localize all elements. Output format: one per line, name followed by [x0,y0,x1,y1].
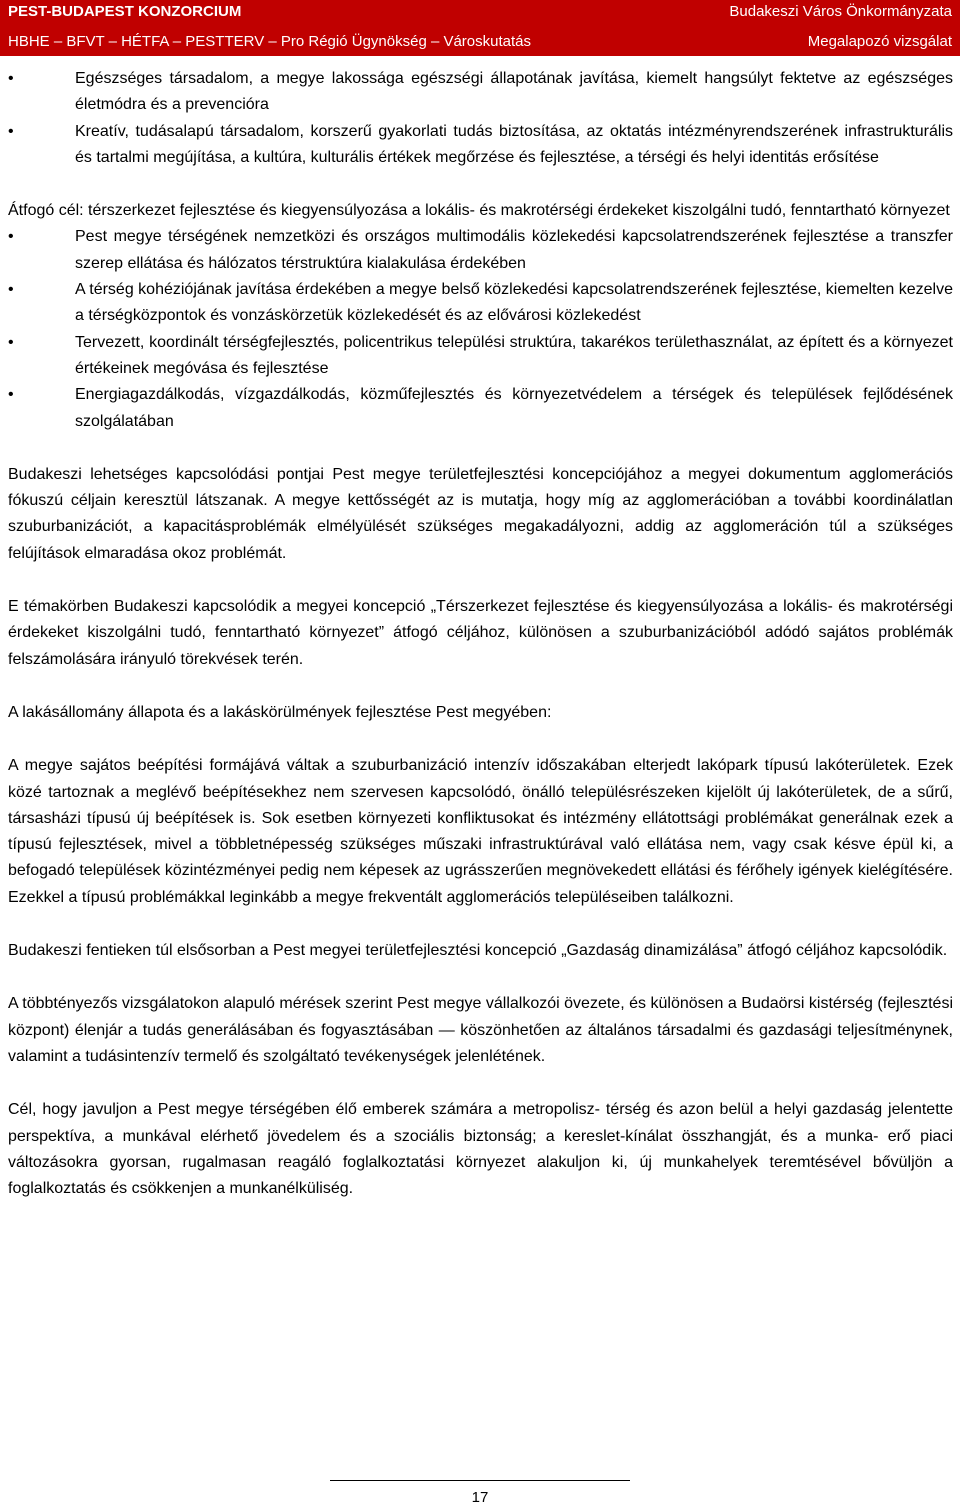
header-document-type: Megalapozó vizsgálat [807,33,952,50]
bullet-item [8,224,953,277]
footer-divider [330,1480,630,1481]
bullet-item [8,277,953,330]
document-body [8,66,953,1202]
page-number: 17 [471,1489,489,1506]
paragraph: Budakeszi fentieken túl elsősorban a Pest megyei területfejlesztési koncepció „Gazdaság dinamizálása” átfogó céljához kapcsolódik. [8,942,948,960]
header-municipality: Budakeszi Város Önkormányzata [729,3,952,20]
paragraph: A megye sajátos beépítési formájává váltak a szuburbanizáció intenzív időszakában elterjedt lakópark típusú lakóterületek. Ezek közé tartoznak a meglévő beépítésekhez nem szervesen kapcsolódó, önálló településrészeken kijelölt új lakóterületek, de a sűrű, társasházi típusú új beépítések is. Sok esetben környezeti konfliktusokat és intézmény ellátottsági problémákat generálnak ezek a típusú fejlesztések, mivel a többletnépesség szükséges műszaki infrastruktúrával való ellátása nem, vagy csak késve épül ki, a befogadó települések közintézményei pedig nem képesek az ugrásszerűen megnövekedett ellátási és férőhely igények kielégítésére. Ezekkel a típusú problémákkal leginkább a megye frekventált agglomerációs településeiben találkozni. [8,757,953,906]
bullet-icon: • [8,386,14,404]
bullet-text: Energiagazdálkodás, vízgazdálkodás, közműfejlesztés és környezetvédelem a térségek és települések fejlődésének szolgálatában [75,386,953,430]
header-partners: HBHE – BFVT – HÉTFA – PESTTERV – Pro Régió Ügynökség – Városkutatás [8,33,532,50]
bullet-icon: • [8,70,14,87]
bullet-icon: • [8,228,14,246]
bullet-icon: • [8,333,14,351]
paragraph: A többtényezős vizsgálatokon alapuló mérések szerint Pest megye vállalkozói övezete, és különösen a Budaörsi kistérség (fejlesztési központ) élenjár a tudás generálásában és fogyasztásában — köszönhetően az általános társadalmi és gazdasági teljesítménynek, valamint a tudásintenzív termelő és szolgáltató tevékenységek jelenlétének. [8,995,953,1065]
paragraph: Cél, hogy javuljon a Pest megye térségében élő emberek számára a metropolisz- térség és azon belül a helyi gazdaság jelentette perspektíva, a munkával elérhető jövedelem és a szociális biztonság; a kereslet-kínálat összhangját, és a munka- erő piaci változásokra gyorsan, rugalmasan reagáló foglalkoztatási környezet alakuljon ki, új munkahelyek teremtésével bővüljön a foglalkoztatás és csökkenjen a munkanélküliség. [8,1101,953,1198]
bullet-text: A térség kohéziójának javítása érdekében a megye belső közlekedési kapcsolatrendszerének fejlesztése, kiemelten kezelve a térségközpontok és vonzáskörzetük közlekedését és az elővárosi közlekedést [75,281,953,325]
bullet-icon: • [8,281,14,299]
page-header [0,0,960,56]
bullet-item [8,119,953,172]
paragraph: Budakeszi lehetséges kapcsolódási pontjai Pest megye területfejlesztési koncepciójához a megyei dokumentum agglomerációs fókuszú céljain keresztül látszanak. A megye kettősségét az is mutatja, hogy míg az agglomerációban a további koordinálatlan szuburbanizációt, a kapacitásproblémák elmélyülését szükséges megakadályozni, addig az agglomeráción túl a szükséges felújítások elmaradása okoz problémát. [8,465,953,562]
bullet-text: Egészséges társadalom, a megye lakossága egészségi állapotának javítása, kiemelt hangsúlyt fektetve az egészséges életmódra és a prevencióra [75,70,953,114]
bullet-text: Pest megye térségének nemzetközi és országos multimodális közlekedési kapcsolatrendszerének fejlesztése a transzfer szerep ellátása és hálózatos térstruktúra kialakulása érdekében [75,228,953,272]
bullet-item [8,66,953,119]
header-consortium: PEST-BUDAPEST KONZORCIUM [8,3,242,20]
paragraph: E témakörben Budakeszi kapcsolódik a megyei koncepció „Térszerkezet fejlesztése és kiegyensúlyozása a lokális- és makrotérségi érdekeket kiszolgálni tudó, fenntartható környezet” átfogó céljához, különösen a szuburbanizációból adódó sajátos problémák felszámolására irányuló törekvések terén. [8,598,953,668]
bullet-text: Kreatív, tudásalapú társadalom, korszerű gyakorlati tudás biztosítása, az oktatás intézményrendszerének infrastrukturális és tartalmi megújítása, a kultúra, kulturális értékek megőrzése és fejlesztése, a térségi és helyi identitás erősítése [75,122,953,166]
goal-intro: Átfogó cél: térszerkezet fejlesztése és kiegyensúlyozása a lokális- és makrotérségi érdekeket kiszolgálni tudó, fenntartható környezet [8,202,950,220]
bullet-icon: • [8,122,14,140]
section-heading: A lakásállomány állapota és a lakáskörülmények fejlesztése Pest megyében: [8,703,552,721]
bullet-item [8,330,953,383]
bullet-text: Tervezett, koordinált térségfejlesztés, policentrikus települési struktúra, takarékos területhasználat, az épített és a környezet értékeinek megóvása és fejlesztése [75,333,953,377]
bullet-item [8,382,953,435]
